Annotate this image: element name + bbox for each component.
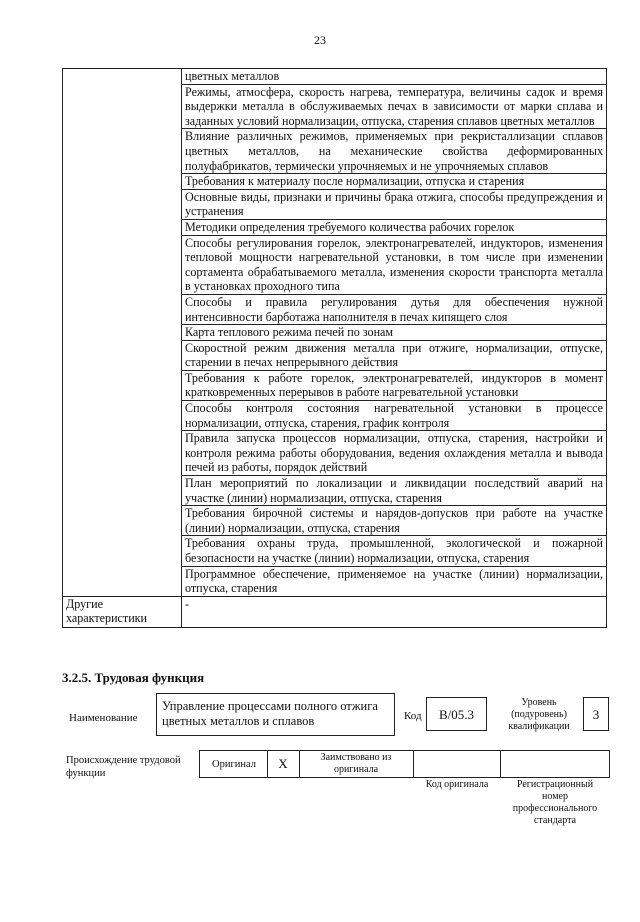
table-cell: Требования бирочной системы и нарядов-допусков при работе на участке (линии) нормализации, отпуска, старения xyxy=(182,506,607,536)
table-cell: Скоростной режим движения металла при отжиге, нормализации, отпуске, старении в печах непрерывного действия xyxy=(182,340,607,370)
name-value-box xyxy=(156,693,395,736)
table-row xyxy=(63,69,607,85)
other-characteristics-label: Другие характеристики xyxy=(63,596,182,627)
code-label: Код xyxy=(404,710,422,722)
table-row-label xyxy=(63,69,182,597)
section-title: 3.2.5. Трудовая функция xyxy=(62,670,205,685)
table-cell: Карта теплового режима печей по зонам xyxy=(182,325,607,341)
table-cell: Режимы, атмосфера, скорость нагрева, температура, величины садок и время выдержки металла в обслуживаемых печах в зависимости от марки сплава и заданных условий нормализации, отпуска, старения сплавов цветных металлов xyxy=(182,84,607,129)
table-cell: Требования охраны труда, промышленной, экологической и пожарной безопасности на участке (линии) нормализации, отпуска, старения xyxy=(182,536,607,566)
table-cell: Основные виды, признаки и причины брака отжига, способы предупреждения и устранения xyxy=(182,189,607,219)
page-number: 23 xyxy=(314,33,326,47)
name-value: Управление процессами полного отжига цветных металлов и сплавов xyxy=(162,699,378,728)
level-value-box xyxy=(583,697,609,731)
level-value: 3 xyxy=(592,707,600,722)
code-original-label: Код оригинала xyxy=(425,779,489,790)
table-row-other xyxy=(63,596,607,627)
origin-box xyxy=(199,750,610,778)
original-mark-cell xyxy=(267,751,300,777)
table-cell: Требования к работе горелок, электронагревателей, индукторов в момент кратковременных перерывов в работе нагревательной установки xyxy=(182,370,607,400)
original-mark: X xyxy=(278,756,288,771)
table-cell: Способы контроля состояния нагревательной установки в процессе нормализации, отпуска, старения, график контроля xyxy=(182,401,607,431)
table-cell: Программное обеспечение, применяемое на участке (линии) нормализации, отпуска, старения xyxy=(182,566,607,596)
borrowed-label: Заимствовано из оригинала xyxy=(320,752,392,775)
table-cell: План мероприятий по локализации и ликвидации последствий аварий на участке (линии) нормализации, отпуска, старения xyxy=(182,476,607,506)
name-label: Наименование xyxy=(69,712,138,724)
reg-number-label: Регистрационный номер профессионального стандарта xyxy=(512,779,598,826)
table-cell: цветных металлов xyxy=(182,69,607,85)
knowledge-table xyxy=(62,68,607,628)
level-label: Уровень (подуровень) квалификации xyxy=(508,697,570,732)
borrowed-cell xyxy=(299,751,414,777)
original-cell xyxy=(200,751,268,777)
table-cell: Способы регулирования горелок, электронагревателей, индукторов, изменения тепловой мощности нагревательной установки, в том числе при изменении сортамента обрабатываемого металла, изменения скорости транспорта металла в установках проходного типа xyxy=(182,235,607,294)
table-cell: Способы и правила регулирования дутья для обеспечения нужной интенсивности барботажа наполнителя в печах кипящего слоя xyxy=(182,294,607,324)
code-value-box xyxy=(426,697,487,731)
table-cell: Требования к материалу после нормализации, отпуска и старения xyxy=(182,174,607,190)
table-cell: Правила запуска процессов нормализации, отпуска, старения, настройки и контроля режима работы оборудования, ведения охлаждения металла и вывода печей из работы, порядок действий xyxy=(182,431,607,476)
other-characteristics-value: - xyxy=(182,596,607,627)
original-label: Оригинал xyxy=(212,759,256,770)
table-cell: Влияние различных режимов, применяемых при рекристаллизации сплавов цветных металлов, на механические свойства деформированных полуфабрикатов, термически упрочняемых и не упрочняемых сплавов xyxy=(182,129,607,174)
origin-label: Происхождение трудовой функции xyxy=(66,755,181,779)
code-value: B/05.3 xyxy=(438,707,475,722)
table-cell: Методики определения требуемого количества рабочих горелок xyxy=(182,219,607,235)
code-original-cell xyxy=(413,751,501,777)
